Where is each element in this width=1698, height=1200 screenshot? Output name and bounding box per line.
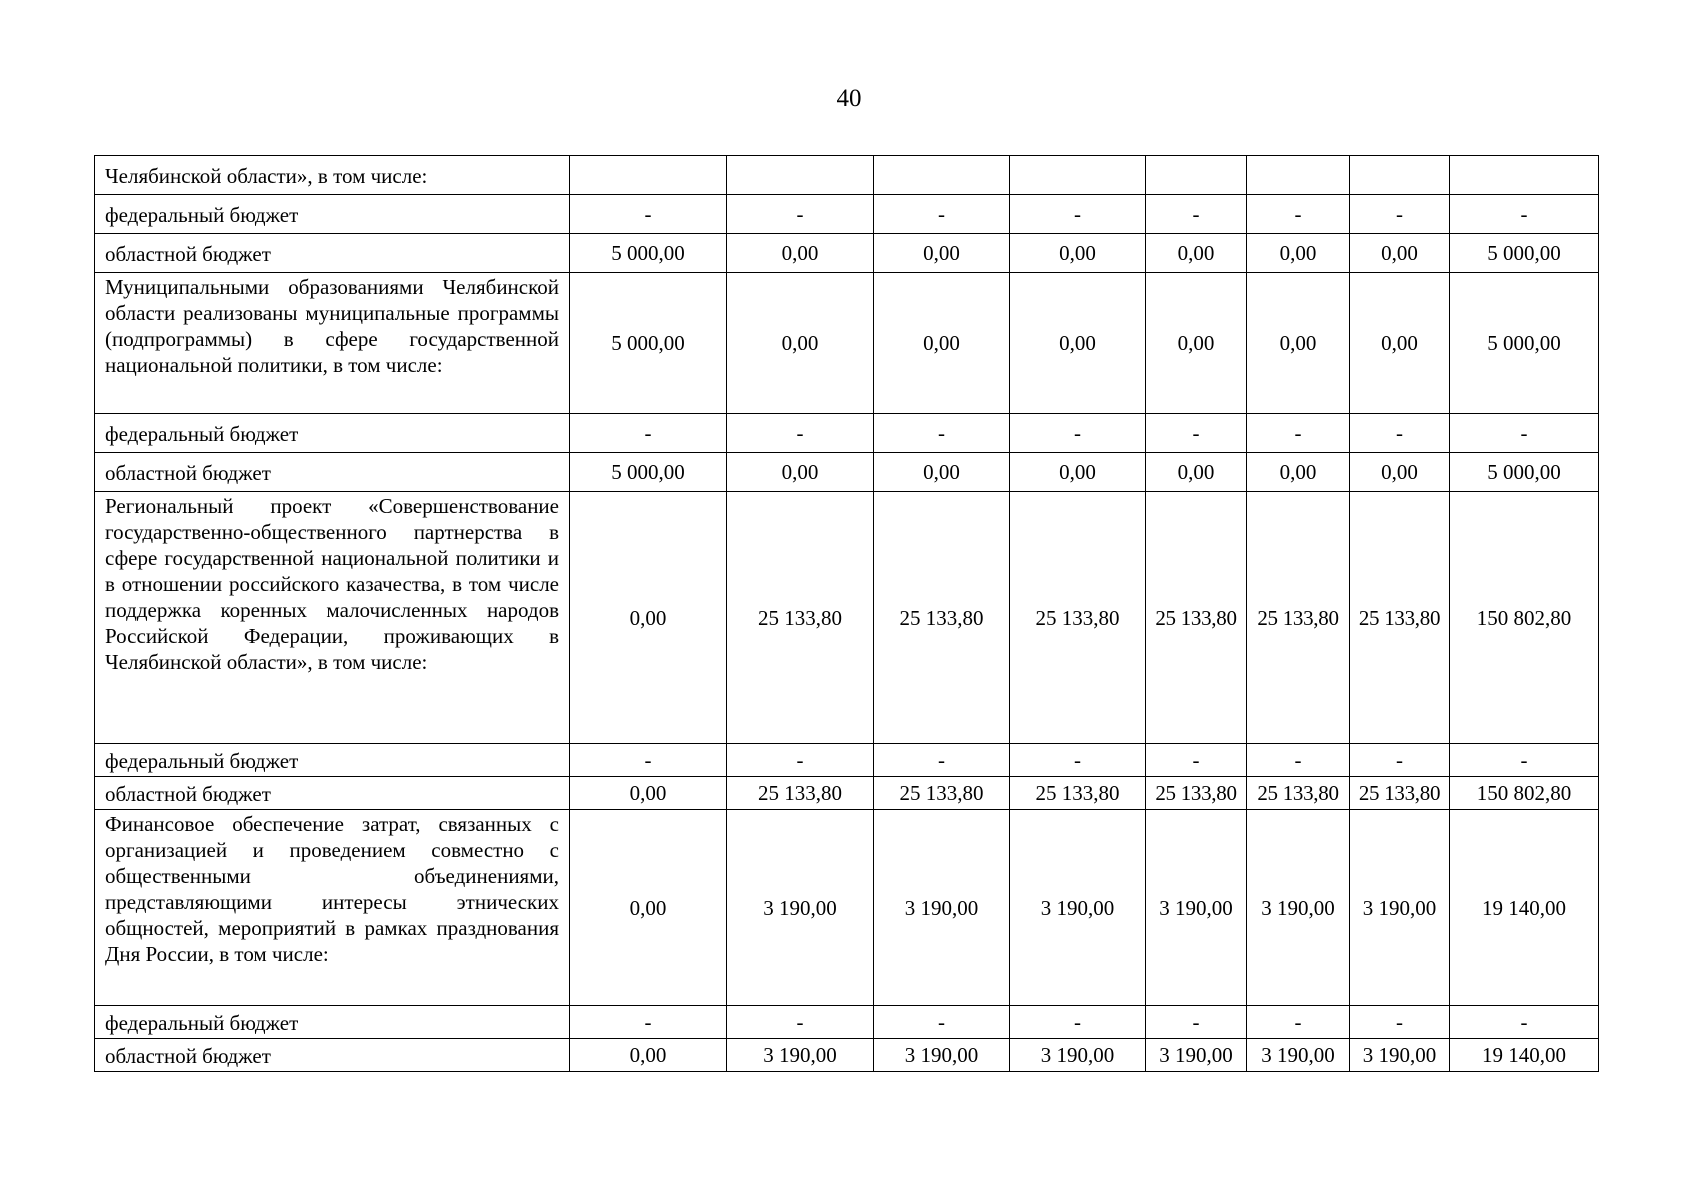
value-cell: 0,00	[570, 492, 727, 744]
table-row	[95, 273, 1599, 414]
value-cell: -	[874, 414, 1010, 453]
row-label: областной бюджет	[95, 777, 570, 810]
table-row	[95, 453, 1599, 492]
row-label: областной бюджет	[95, 1039, 570, 1072]
value-cell: 0,00	[1247, 453, 1350, 492]
table-row	[95, 777, 1599, 810]
value-cell: 25 133,80	[1247, 492, 1350, 744]
value-cell: -	[1350, 195, 1450, 234]
value-cell: -	[1350, 1006, 1450, 1039]
table-row	[95, 492, 1599, 744]
value-cell: -	[1010, 195, 1146, 234]
table-row	[95, 744, 1599, 777]
value-cell: 0,00	[1146, 273, 1247, 414]
value-cell: -	[1146, 744, 1247, 777]
row-label: областной бюджет	[95, 453, 570, 492]
value-cell: -	[1010, 744, 1146, 777]
value-cell: -	[727, 195, 874, 234]
value-cell: -	[727, 414, 874, 453]
value-cell: 5 000,00	[570, 273, 727, 414]
row-label: областной бюджет	[95, 234, 570, 273]
value-cell: -	[570, 195, 727, 234]
value-cell: 0,00	[1010, 234, 1146, 273]
value-cell: -	[1247, 195, 1350, 234]
value-cell: -	[570, 1006, 727, 1039]
table-row	[95, 234, 1599, 273]
value-cell: 3 190,00	[1010, 1039, 1146, 1072]
value-cell: 3 190,00	[727, 1039, 874, 1072]
value-cell: 3 190,00	[1350, 810, 1450, 1006]
value-cell: -	[874, 744, 1010, 777]
value-cell: 0,00	[1350, 234, 1450, 273]
value-cell: -	[1010, 414, 1146, 453]
row-label: федеральный бюджет	[95, 414, 570, 453]
value-cell: -	[1010, 1006, 1146, 1039]
value-cell: -	[570, 414, 727, 453]
value-cell	[727, 156, 874, 195]
value-cell: -	[727, 744, 874, 777]
value-cell: 0,00	[874, 453, 1010, 492]
total-cell: 19 140,00	[1450, 810, 1599, 1006]
value-cell: 3 190,00	[1146, 810, 1247, 1006]
value-cell: 3 190,00	[727, 810, 874, 1006]
value-cell: 0,00	[727, 273, 874, 414]
value-cell: 25 133,80	[1350, 777, 1450, 810]
value-cell: 3 190,00	[874, 1039, 1010, 1072]
value-cell: 25 133,80	[1146, 492, 1247, 744]
row-label: федеральный бюджет	[95, 195, 570, 234]
value-cell: -	[874, 1006, 1010, 1039]
value-cell: 3 190,00	[1350, 1039, 1450, 1072]
table-row	[95, 1039, 1599, 1072]
value-cell: 0,00	[727, 234, 874, 273]
budget-table	[94, 155, 1599, 1072]
total-cell: 19 140,00	[1450, 1039, 1599, 1072]
value-cell: 0,00	[570, 1039, 727, 1072]
value-cell: 0,00	[1146, 234, 1247, 273]
value-cell: 0,00	[1146, 453, 1247, 492]
row-label: федеральный бюджет	[95, 744, 570, 777]
value-cell: 3 190,00	[1010, 810, 1146, 1006]
value-cell: -	[1146, 1006, 1247, 1039]
value-cell: 25 133,80	[727, 777, 874, 810]
value-cell: 0,00	[1247, 234, 1350, 273]
total-cell: 5 000,00	[1450, 234, 1599, 273]
value-cell: 0,00	[1350, 453, 1450, 492]
table-row	[95, 195, 1599, 234]
table-row	[95, 414, 1599, 453]
value-cell: -	[1146, 195, 1247, 234]
value-cell: -	[874, 195, 1010, 234]
value-cell	[1247, 156, 1350, 195]
value-cell: -	[1146, 414, 1247, 453]
value-cell: 0,00	[1350, 273, 1450, 414]
total-cell: 5 000,00	[1450, 453, 1599, 492]
value-cell: 25 133,80	[1010, 492, 1146, 744]
value-cell: 0,00	[727, 453, 874, 492]
table-row	[95, 156, 1599, 195]
value-cell: 0,00	[1010, 273, 1146, 414]
value-cell: 25 133,80	[1350, 492, 1450, 744]
value-cell	[570, 156, 727, 195]
row-label: Муниципальными образованиями Челябинской области реализованы муниципальные программы (подпрограммы) в сфере государственной национальной политики, в том числе:	[95, 273, 570, 414]
value-cell: 0,00	[570, 810, 727, 1006]
value-cell: 25 133,80	[874, 492, 1010, 744]
value-cell: 0,00	[1247, 273, 1350, 414]
row-label: Региональный проект «Совершенствование государственно-общественного партнерства в сфере государственной национальной политики и в отношении российского казачества, в том числе поддержка коренных малочисленных народов Российской Федерации, проживающих в Челябинской области», в том числе:	[95, 492, 570, 744]
table-row	[95, 810, 1599, 1006]
value-cell: -	[1247, 414, 1350, 453]
value-cell: 25 133,80	[1146, 777, 1247, 810]
value-cell: -	[1350, 744, 1450, 777]
table-row	[95, 1006, 1599, 1039]
total-cell: 5 000,00	[1450, 273, 1599, 414]
row-label: Челябинской области», в том числе:	[95, 156, 570, 195]
value-cell	[1350, 156, 1450, 195]
value-cell: 0,00	[570, 777, 727, 810]
value-cell: -	[1247, 1006, 1350, 1039]
value-cell: 25 133,80	[727, 492, 874, 744]
row-label: Финансовое обеспечение затрат, связанных с организацией и проведением совместно с общественными объединениями, представляющими интересы этнических общностей, мероприятий в рамках празднования Дня России, в том числе:	[95, 810, 570, 1006]
total-cell: -	[1450, 195, 1599, 234]
value-cell	[874, 156, 1010, 195]
value-cell: 5 000,00	[570, 453, 727, 492]
value-cell: -	[570, 744, 727, 777]
value-cell: -	[727, 1006, 874, 1039]
total-cell: -	[1450, 1006, 1599, 1039]
page-number: 40	[836, 85, 862, 112]
total-cell: -	[1450, 414, 1599, 453]
value-cell: 3 190,00	[1146, 1039, 1247, 1072]
value-cell: 5 000,00	[570, 234, 727, 273]
value-cell: 0,00	[1010, 453, 1146, 492]
value-cell: 3 190,00	[874, 810, 1010, 1006]
value-cell: 25 133,80	[1247, 777, 1350, 810]
value-cell	[1010, 156, 1146, 195]
value-cell: -	[1350, 414, 1450, 453]
row-label: федеральный бюджет	[95, 1006, 570, 1039]
value-cell: 25 133,80	[1010, 777, 1146, 810]
value-cell: 3 190,00	[1247, 810, 1350, 1006]
value-cell: 25 133,80	[874, 777, 1010, 810]
value-cell: 0,00	[874, 234, 1010, 273]
total-cell: -	[1450, 744, 1599, 777]
value-cell	[1146, 156, 1247, 195]
value-cell: 0,00	[874, 273, 1010, 414]
total-cell: 150 802,80	[1450, 777, 1599, 810]
value-cell: -	[1247, 744, 1350, 777]
total-cell	[1450, 156, 1599, 195]
value-cell: 3 190,00	[1247, 1039, 1350, 1072]
total-cell: 150 802,80	[1450, 492, 1599, 744]
